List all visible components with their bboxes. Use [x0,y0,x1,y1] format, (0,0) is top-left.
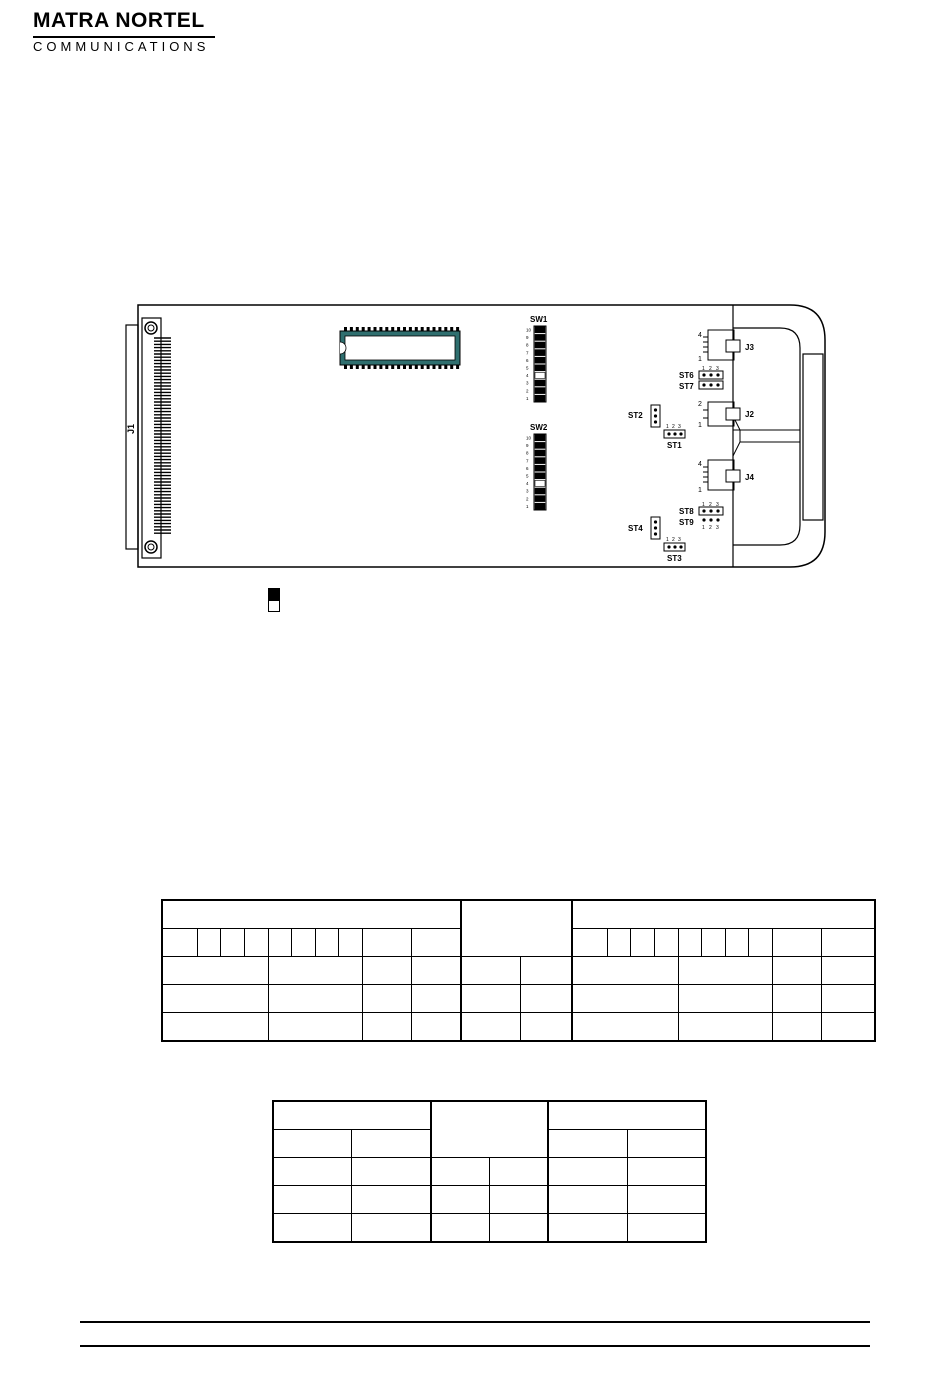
svg-text:2: 2 [709,366,712,372]
j3-label: J3 [745,343,754,352]
switch-position-label: 5 [526,473,529,479]
svg-text:2: 2 [698,401,702,408]
switch-position-label: 10 [526,327,532,333]
svg-text:3: 3 [716,525,719,531]
svg-text:1: 1 [702,525,705,531]
switch-toggle [535,357,545,363]
switch-toggle [535,395,545,401]
board-diagram [0,0,950,620]
switch-position-label: 2 [526,388,529,394]
switch-position-label: 8 [526,450,529,456]
st8-st9-strap [699,502,723,531]
st8-label: ST8 [679,507,694,516]
faceplate-handle [733,328,800,545]
j3-jack [698,330,740,363]
switch-toggle [535,442,545,448]
mount-hole-top [145,322,157,334]
svg-text:3: 3 [678,537,681,543]
switch-position-label: 1 [526,503,529,509]
svg-text:2: 2 [709,525,712,531]
st4-strap [651,517,660,539]
switch-position-label: 9 [526,443,529,449]
svg-text:1: 1 [698,487,702,494]
st2-strap [651,405,660,427]
switch-position-label: 7 [526,458,529,464]
switch-settings-table [161,899,876,1042]
svg-text:2: 2 [672,424,675,430]
switch-position-label: 4 [526,481,529,487]
mount-hole-bottom [145,541,157,553]
j2-jack [698,401,740,429]
switch-position-label: 3 [526,488,529,494]
svg-text:2: 2 [672,537,675,543]
switch-toggle [535,372,545,378]
switch-position-label: 7 [526,350,529,356]
switch-toggle [535,365,545,371]
switch-toggle [535,388,545,394]
switch-toggle [535,435,545,441]
switch-position-label: 2 [526,496,529,502]
svg-text:1: 1 [666,537,669,543]
switch-toggle [535,342,545,348]
switch-toggle [535,465,545,471]
j1-pins [154,338,171,533]
svg-text:1: 1 [702,502,705,508]
svg-text:3: 3 [716,366,719,372]
sw2-dip-switch [526,434,546,510]
switch-toggle [535,450,545,456]
svg-text:3: 3 [678,424,681,430]
faceplate-bar [803,354,823,520]
switch-on-legend-icon [268,588,280,600]
sw1-label: SW1 [530,315,548,324]
svg-text:1: 1 [666,424,669,430]
footer-rule-bottom [80,1345,870,1347]
st3-strap [664,537,685,551]
svg-text:4: 4 [698,332,702,339]
footer-rule-top [80,1321,870,1323]
j1-label: J1 [126,423,136,434]
svg-text:1: 1 [698,422,702,429]
switch-position-label: 4 [526,373,529,379]
st4-label: ST4 [628,524,643,533]
st3-label: ST3 [667,554,682,563]
st2-label: ST2 [628,411,643,420]
switch-toggle [535,496,545,502]
sw2-label: SW2 [530,423,548,432]
st9-label: ST9 [679,518,694,527]
switch-position-label: 5 [526,365,529,371]
switch-position-label: 6 [526,465,529,471]
switch-position-label: 10 [526,435,532,441]
switch-toggle [535,458,545,464]
switch-toggle [535,480,545,486]
switch-toggle [535,488,545,494]
switch-toggle [535,327,545,333]
switch-position-label: 3 [526,380,529,386]
switch-position-label: 8 [526,342,529,348]
st1-label: ST1 [667,441,682,450]
switch-toggle [535,334,545,340]
switch-toggle [535,350,545,356]
st1-strap [664,424,685,438]
st6-st7-strap [699,366,723,389]
sw1-dip-switch [526,326,546,402]
st6-label: ST6 [679,371,694,380]
switch-toggle [535,380,545,386]
st7-label: ST7 [679,382,694,391]
j2-label: J2 [745,410,754,419]
switch-toggle [535,473,545,479]
logo-subtitle: COMMUNICATIONS [33,39,210,54]
pcb-outline [138,305,825,567]
switch-position-label: 1 [526,395,529,401]
ic-chip [340,327,460,369]
svg-text:3: 3 [716,502,719,508]
j1-connector-body [126,325,138,549]
switch-position-label: 9 [526,335,529,341]
j4-label: J4 [745,473,754,482]
svg-text:4: 4 [698,461,702,468]
strap-settings-table [272,1100,707,1243]
svg-text:1: 1 [698,356,702,363]
svg-text:2: 2 [709,502,712,508]
switch-off-legend-icon [268,600,280,612]
j4-jack [698,460,740,494]
logo-brand: MATRA NORTEL [33,9,205,32]
svg-text:1: 1 [702,366,705,372]
switch-toggle [535,503,545,509]
switch-position-label: 6 [526,357,529,363]
